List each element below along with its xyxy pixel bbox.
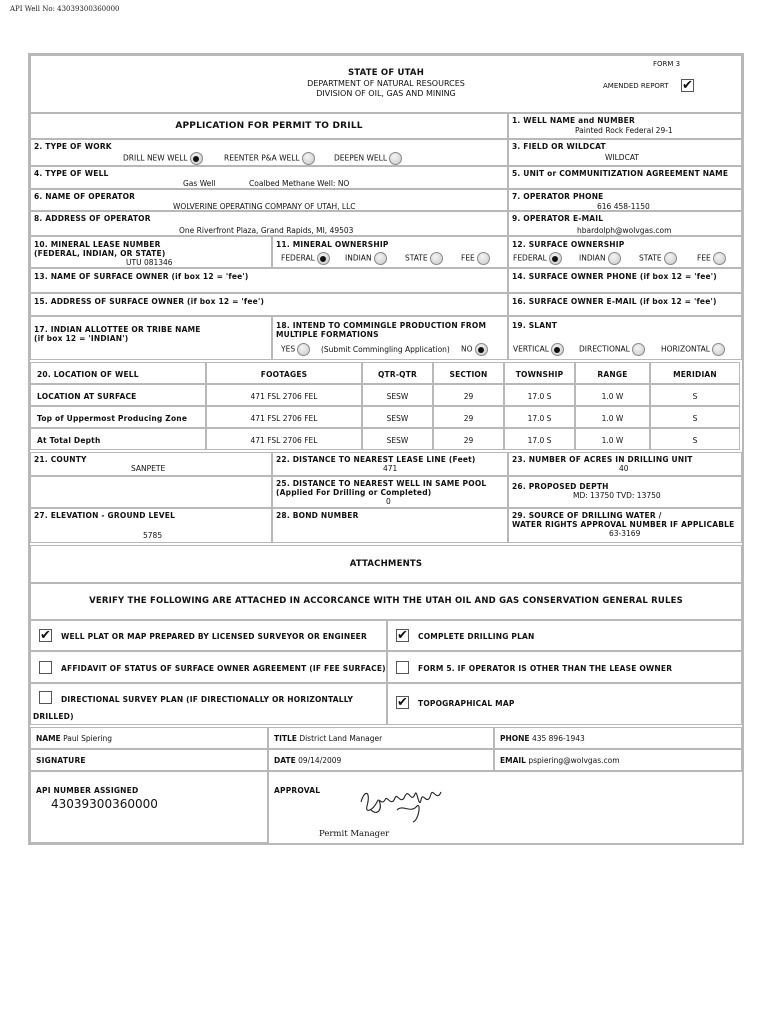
form-header — [30, 55, 742, 113]
nearest-well-sublabel: (Applied For Drilling or Completed) — [276, 488, 432, 497]
date-field: DATE 09/14/2009 — [274, 756, 342, 765]
verify-statement: VERIFY THE FOLLOWING ARE ATTACHED IN ACCORCANCE WITH THE UTAH OIL AND GAS CONSERVATION GENERAL RULES — [89, 596, 683, 606]
type-of-well-value: Gas Well — [183, 179, 216, 188]
radio-icon — [713, 252, 726, 265]
attachment-item-1 — [30, 620, 387, 651]
field-or-wildcat-label: 3. FIELD OR WILDCAT — [512, 142, 606, 151]
radio-icon — [302, 152, 315, 165]
location-cell-value: 29 — [463, 414, 474, 423]
field-2 — [30, 139, 508, 166]
field-1 — [508, 113, 742, 139]
radio-icon — [664, 252, 677, 265]
slant-label: 19. SLANT — [512, 321, 558, 330]
checkbox-drilling-plan[interactable]: ✔ — [397, 628, 408, 643]
field-3 — [508, 139, 742, 166]
well-name-label: 1. WELL NAME and NUMBER — [512, 116, 635, 125]
operator-address-value: One Riverfront Plaza, Grand Rapids, MI, 49503 — [179, 226, 354, 235]
operator-phone-label: 7. OPERATOR PHONE — [512, 192, 604, 201]
indian-allottee-sublabel: (if box 12 = 'INDIAN') — [34, 334, 129, 343]
location-cell-value: At Total Depth — [37, 436, 101, 445]
department-name: DEPARTMENT OF NATURAL RESOURCES — [307, 79, 465, 88]
field-6 — [30, 189, 508, 211]
location-data-cell — [433, 428, 504, 450]
location-data-cell — [575, 384, 650, 406]
surface-option-fee[interactable]: FEE — [697, 252, 726, 265]
radio-icon — [712, 343, 725, 356]
location-cell-value: SESW — [386, 436, 409, 445]
location-cell-value: 1.0 W — [601, 392, 624, 401]
location-cell-value: SESW — [386, 392, 409, 401]
operator-name-value: WOLVERINE OPERATING COMPANY OF UTAH, LLC — [173, 202, 356, 211]
field-9 — [508, 211, 742, 236]
well-name-value: Painted Rock Federal 29-1 — [575, 126, 673, 135]
radio-icon — [317, 252, 330, 265]
county-label: 21. COUNTY — [34, 455, 87, 464]
surface-ownership-label: 12. SURFACE OWNERSHIP — [512, 240, 625, 249]
location-data-cell — [504, 406, 575, 428]
proposed-depth-value: MD: 13750 TVD: 13750 — [573, 491, 661, 500]
attachments-title-cell — [30, 545, 742, 583]
slant-option-horizontal[interactable]: HORIZONTAL — [661, 343, 725, 356]
title-field: TITLE District Land Manager — [274, 734, 383, 743]
location-data-cell — [650, 384, 740, 406]
mineral-option-state[interactable]: STATE — [405, 252, 443, 265]
drilling-unit-acres-label: 23. NUMBER OF ACRES IN DRILLING UNIT — [512, 455, 693, 464]
checkbox-topographical-map[interactable]: ✔ — [397, 695, 408, 710]
type-of-work-label: 2. TYPE OF WORK — [34, 142, 112, 151]
amended-report-checkbox[interactable]: ✔ — [682, 78, 693, 93]
approval-cell — [268, 771, 742, 843]
mineral-option-fee[interactable]: FEE — [461, 252, 490, 265]
attachment-label-cont: DRILLED) — [33, 712, 74, 721]
location-header-cell — [575, 362, 650, 384]
attachment-label: COMPLETE DRILLING PLAN — [418, 632, 535, 641]
operator-email-value: hbardolph@wolvgas.com — [577, 226, 672, 235]
field-19 — [508, 316, 742, 360]
surface-owner-name-label: 13. NAME OF SURFACE OWNER (if box 12 = 'fee') — [34, 272, 249, 281]
api-number-cell — [30, 771, 268, 843]
location-header-cell — [504, 362, 575, 384]
type-of-well-label: 4. TYPE OF WELL — [34, 169, 109, 178]
radio-icon — [477, 252, 490, 265]
location-cell-value: 17.0 S — [527, 414, 552, 423]
attachment-item-6 — [387, 683, 742, 725]
email-cell — [494, 749, 742, 771]
field-27 — [30, 508, 272, 543]
location-data-cell — [362, 384, 433, 406]
radio-icon — [608, 252, 621, 265]
radio-icon — [549, 252, 562, 265]
commingle-option-yes[interactable]: YES — [281, 343, 310, 356]
field-14 — [508, 268, 742, 293]
checkbox-form-5[interactable] — [396, 661, 409, 674]
radio-icon — [297, 343, 310, 356]
api-well-header: API Well No: 43039300360000 — [10, 5, 120, 13]
location-cell-value: 471 FSL 2706 FEL — [250, 392, 318, 401]
mineral-lease-label: 10. MINERAL LEASE NUMBER — [34, 240, 161, 249]
operator-address-label: 8. ADDRESS OF OPERATOR — [34, 214, 151, 223]
application-title-cell — [30, 113, 508, 139]
signature-label: SIGNATURE — [36, 756, 86, 765]
commingle-sublabel: MULTIPLE FORMATIONS — [276, 330, 379, 339]
attachment-label: WELL PLAT OR MAP PREPARED BY LICENSED SURVEYOR OR ENGINEER — [61, 632, 367, 641]
attachment-item-3 — [30, 651, 387, 683]
name-field: NAME Paul Spiering — [36, 734, 112, 743]
attachment-label: FORM 5. IF OPERATOR IS OTHER THAN THE LEASE OWNER — [418, 664, 673, 673]
approval-signature — [357, 780, 457, 830]
amended-report-label: AMENDED REPORT — [603, 82, 669, 90]
location-cell-value: LOCATION AT SURFACE — [37, 392, 137, 401]
field-17 — [30, 316, 272, 360]
location-header-cell — [206, 362, 362, 384]
signature-cell — [30, 749, 268, 771]
radio-icon — [475, 343, 488, 356]
attachment-item-5 — [30, 683, 387, 725]
location-header-label: QTR-QTR — [377, 370, 418, 379]
verify-cell — [30, 583, 742, 620]
location-header-cell — [650, 362, 740, 384]
application-title: APPLICATION FOR PERMIT TO DRILL — [175, 121, 363, 131]
location-data-cell — [206, 406, 362, 428]
location-header-label: FOOTAGES — [260, 370, 308, 379]
mineral-lease-value: UTU 081346 — [126, 258, 173, 267]
field-13 — [30, 268, 508, 293]
phone-field: PHONE 435 896-1943 — [500, 734, 585, 743]
location-header-cell — [30, 362, 206, 384]
location-data-cell — [433, 406, 504, 428]
location-data-cell — [206, 384, 362, 406]
date-cell — [268, 749, 494, 771]
location-cell-value: 471 FSL 2706 FEL — [250, 436, 318, 445]
radio-icon — [389, 152, 402, 165]
radio-icon — [374, 252, 387, 265]
api-number-value: 43039300360000 — [51, 797, 158, 811]
checkbox-well-plat[interactable]: ✔ — [40, 628, 51, 643]
location-data-cell — [30, 428, 206, 450]
location-data-cell — [575, 428, 650, 450]
location-cell-value: S — [692, 392, 698, 401]
surface-option-state[interactable]: STATE — [639, 252, 677, 265]
location-cell-value: SESW — [386, 414, 409, 423]
mineral-lease-sublabel: (FEDERAL, INDIAN, OR STATE) — [34, 249, 166, 258]
county-value: SANPETE — [131, 464, 166, 473]
unit-agreement-label: 5. UNIT or COMMUNITIZATION AGREEMENT NAME — [512, 169, 729, 178]
radio-icon — [430, 252, 443, 265]
surface-option-indian[interactable]: INDIAN — [579, 252, 621, 265]
lease-line-distance-value: 471 — [383, 464, 398, 473]
indian-allottee-label: 17. INDIAN ALLOTTEE OR TRIBE NAME — [34, 325, 201, 334]
location-cell-value: Top of Uppermost Producing Zone — [37, 414, 188, 423]
field-26 — [508, 476, 742, 508]
location-header-cell — [433, 362, 504, 384]
location-cell-value: S — [692, 414, 698, 423]
location-cell-value: 471 FSL 2706 FEL — [250, 414, 318, 423]
location-header-label: RANGE — [597, 370, 628, 379]
checkbox-affidavit[interactable] — [39, 661, 52, 674]
attachment-label: AFFIDAVIT OF STATUS OF SURFACE OWNER AGREEMENT (IF FEE SURFACE) — [61, 664, 386, 673]
field-23 — [508, 452, 742, 476]
slant-option-directional[interactable]: DIRECTIONAL — [579, 343, 645, 356]
option-reenter-pa-well[interactable]: REENTER P&A WELL — [224, 152, 315, 165]
location-table — [30, 362, 742, 450]
location-data-cell — [30, 384, 206, 406]
attachment-label: TOPOGRAPHICAL MAP — [418, 699, 515, 708]
name-cell — [30, 727, 268, 749]
field-25 — [272, 476, 508, 508]
location-data-cell — [504, 428, 575, 450]
option-deepen-well[interactable]: DEEPEN WELL — [334, 152, 402, 165]
application-form — [28, 53, 744, 845]
field-5 — [508, 166, 742, 189]
location-header-cell — [362, 362, 433, 384]
commingle-note: (Submit Commingling Application) — [321, 345, 450, 354]
water-source-label: 29. SOURCE OF DRILLING WATER / — [512, 511, 662, 520]
field-22 — [272, 452, 508, 476]
checkbox-directional-survey[interactable] — [39, 691, 52, 704]
bond-number-label: 28. BOND NUMBER — [276, 511, 359, 520]
approver-title: Permit Manager — [319, 829, 390, 839]
phone-cell — [494, 727, 742, 749]
operator-email-label: 9. OPERATOR E-MAIL — [512, 214, 604, 223]
attachments-title: ATTACHMENTS — [349, 559, 423, 569]
commingle-option-no[interactable]: NO — [461, 343, 488, 356]
field-7 — [508, 189, 742, 211]
elevation-value: 5785 — [143, 531, 163, 540]
field-18 — [272, 316, 508, 360]
location-cell-value: 29 — [463, 436, 474, 445]
commingle-label: 18. INTEND TO COMMINGLE PRODUCTION FROM — [276, 321, 487, 330]
attachment-item-4 — [387, 651, 742, 683]
operator-phone-value: 616 458-1150 — [597, 202, 650, 211]
location-data-cell — [433, 384, 504, 406]
location-cell-value: 17.0 S — [527, 436, 552, 445]
location-data-cell — [30, 406, 206, 428]
drilling-unit-acres-value: 40 — [619, 464, 629, 473]
location-cell-value: S — [692, 436, 698, 445]
field-28 — [272, 508, 508, 543]
location-data-cell — [650, 406, 740, 428]
proposed-depth-label: 26. PROPOSED DEPTH — [512, 482, 609, 491]
field-12 — [508, 236, 742, 268]
mineral-option-indian[interactable]: INDIAN — [345, 252, 387, 265]
operator-name-label: 6. NAME OF OPERATOR — [34, 192, 136, 201]
surface-option-federal[interactable]: FEDERAL — [513, 252, 562, 265]
location-data-cell — [362, 428, 433, 450]
field-21 — [30, 452, 272, 476]
coalbed-methane-value: Coalbed Methane Well: NO — [249, 179, 350, 188]
mineral-option-federal[interactable]: FEDERAL — [281, 252, 330, 265]
water-source-sublabel: WATER RIGHTS APPROVAL NUMBER IF APPLICABLE — [512, 520, 735, 529]
field-16 — [508, 293, 742, 316]
surface-owner-address-label: 15. ADDRESS OF SURFACE OWNER (if box 12 = 'fee') — [34, 297, 265, 306]
mineral-ownership-label: 11. MINERAL OWNERSHIP — [276, 240, 389, 249]
location-header-label: SECTION — [449, 370, 488, 379]
location-cell-value: 1.0 W — [601, 436, 624, 445]
location-header-label: 20. LOCATION OF WELL — [37, 370, 139, 379]
api-number-label: API NUMBER ASSIGNED — [36, 786, 139, 795]
elevation-label: 27. ELEVATION - GROUND LEVEL — [34, 511, 176, 520]
radio-icon — [190, 152, 203, 165]
surface-owner-phone-label: 14. SURFACE OWNER PHONE (if box 12 = 'fee') — [512, 272, 717, 281]
radio-icon — [632, 343, 645, 356]
field-15 — [30, 293, 508, 316]
state-title: STATE OF UTAH — [347, 68, 425, 78]
blank-cell-24 — [30, 476, 272, 508]
location-header-label: TOWNSHIP — [515, 370, 564, 379]
location-data-cell — [362, 406, 433, 428]
field-or-wildcat-value: WILDCAT — [605, 153, 639, 162]
location-data-cell — [504, 384, 575, 406]
title-cell — [268, 727, 494, 749]
location-cell-value: 29 — [463, 392, 474, 401]
option-drill-new-well[interactable]: DRILL NEW WELL — [123, 152, 203, 165]
radio-icon — [551, 343, 564, 356]
location-header-label: MERIDIAN — [673, 370, 717, 379]
field-11 — [272, 236, 508, 268]
location-data-cell — [650, 428, 740, 450]
field-10 — [30, 236, 272, 268]
approval-label: APPROVAL — [274, 786, 321, 795]
surface-owner-email-label: 16. SURFACE OWNER E-MAIL (if box 12 = 'fee') — [512, 297, 717, 306]
field-8 — [30, 211, 508, 236]
lease-line-distance-label: 22. DISTANCE TO NEAREST LEASE LINE (Feet) — [276, 455, 476, 464]
slant-option-vertical[interactable]: VERTICAL — [513, 343, 564, 356]
email-field: EMAIL pspiering@wolvgas.com — [500, 756, 620, 765]
location-cell-value: 1.0 W — [601, 414, 624, 423]
location-data-cell — [206, 428, 362, 450]
location-data-cell — [575, 406, 650, 428]
nearest-well-label: 25. DISTANCE TO NEAREST WELL IN SAME POOL — [276, 479, 487, 488]
field-29 — [508, 508, 742, 543]
form-number: FORM 3 — [653, 60, 681, 68]
field-4 — [30, 166, 508, 189]
attachment-item-2 — [387, 620, 742, 651]
water-source-value: 63-3169 — [609, 529, 641, 538]
nearest-well-value: 0 — [386, 497, 391, 506]
division-name: DIVISION OF OIL, GAS AND MINING — [316, 89, 456, 98]
attachment-label: DIRECTIONAL SURVEY PLAN (IF DIRECTIONALLY OR HORIZONTALLY — [61, 695, 354, 704]
location-cell-value: 17.0 S — [527, 392, 552, 401]
